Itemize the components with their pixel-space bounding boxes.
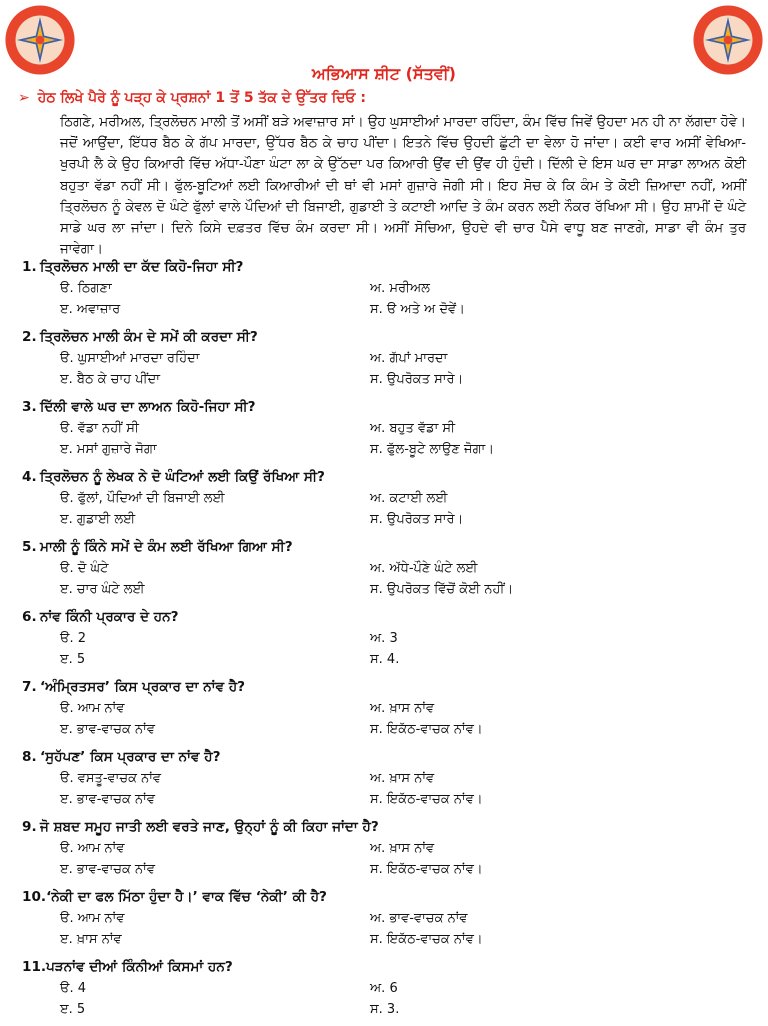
option-row <box>0 999 768 1020</box>
question-text: ਮਾਲੀ ਨੂੰ ਕਿੰਨੇ ਸਮੇਂ ਦੇ ਕੰਮ ਲਈ ਰੱਖਿਆ ਗਿਆ ਸੀ? <box>40 539 293 555</box>
option-row <box>0 299 768 320</box>
answer-option: ੲ. ਮਸਾਂ ਗੁਜ਼ਾਰੇ ਜੋਗਾ <box>60 442 157 457</box>
question-title <box>0 256 768 278</box>
question-item <box>0 256 768 326</box>
question-number: 4. <box>22 469 37 485</box>
answer-option: ਅ. ਗੱਪਾਂ ਮਾਰਦਾ <box>370 351 448 366</box>
answer-option: ੳ. 4 <box>60 981 86 996</box>
answer-option: ੲ. 5 <box>60 652 86 667</box>
option-row <box>0 369 768 390</box>
question-title <box>0 606 768 628</box>
answer-option: ੲ. ਭਾਵ-ਵਾਚਕ ਨਾਂਵ <box>60 722 155 737</box>
question-text: ਤ੍ਰਿਲੋਚਨ ਨੂੰ ਲੇਖਕ ਨੇ ਦੋ ਘੰਟਿਆਂ ਲਈ ਕਿਉਂ ਰੱਖਿਆ ਸੀ? <box>40 469 325 485</box>
option-row <box>0 579 768 600</box>
answer-option: ੲ. ਅਵਾਜ਼ਾਰ <box>60 302 121 317</box>
option-row <box>0 929 768 950</box>
answer-option: ਸ. ਫੁੱਲ-ਬੂਟੇ ਲਾਉਣ ਜੋਗਾ। <box>370 442 494 457</box>
answer-option: ੲ. 5 <box>60 1002 86 1017</box>
answer-option: ਸ. ਉਪਰੋਕਤ ਸਾਰੇ। <box>370 512 464 527</box>
question-number: 8. <box>22 749 37 765</box>
answer-option: ਸ. ੳ ਅਤੇ ਅ ਦੋਵੇਂ। <box>370 302 465 317</box>
answer-option: ੲ. ਚਾਰ ਘੰਟੇ ਲਈ <box>60 582 145 597</box>
answer-option: ਅ. ਖ਼ਾਸ ਨਾਂਵ <box>370 841 435 856</box>
option-row <box>0 768 768 789</box>
question-number: 2. <box>22 329 37 345</box>
answer-option: ੲ. ਭਾਵ-ਵਾਚਕ ਨਾਂਵ <box>60 862 155 877</box>
option-row <box>0 278 768 299</box>
answer-option: ਅ. ਕਟਾਈ ਲਈ <box>370 491 448 506</box>
question-text: ‘ਸੁਹੱਪਣ’ ਕਿਸ ਪ੍ਰਕਾਰ ਦਾ ਨਾਂਵ ਹੈ? <box>40 749 221 765</box>
option-row <box>0 859 768 880</box>
question-title <box>0 676 768 698</box>
answer-option: ੳ. ਘੁਸਾਈਆਂ ਮਾਰਦਾ ਰਹਿੰਦਾ <box>60 351 200 366</box>
option-row <box>0 628 768 649</box>
question-number: 10. <box>22 889 47 905</box>
answer-option: ੳ. ਆਮ ਨਾਂਵ <box>60 911 125 926</box>
option-row <box>0 418 768 439</box>
question-item <box>0 606 768 676</box>
answer-option: ਸ. ਇਕੱਠ-ਵਾਚਕ ਨਾਂਵ। <box>370 792 483 807</box>
option-row <box>0 509 768 530</box>
question-title <box>0 816 768 838</box>
answer-option: ੳ. ਵੱਡਾ ਨਹੀਂ ਸੀ <box>60 421 139 436</box>
question-item <box>0 746 768 816</box>
answer-option: ਅ. 3 <box>370 631 398 646</box>
question-item <box>0 396 768 466</box>
question-title <box>0 956 768 978</box>
option-row <box>0 838 768 859</box>
question-number: 9. <box>22 819 37 835</box>
question-text: ‘ਅੰਮ੍ਰਿਤਸਰ’ ਕਿਸ ਪ੍ਰਕਾਰ ਦਾ ਨਾਂਵ ਹੈ? <box>40 679 246 695</box>
question-list <box>0 256 768 1026</box>
question-text: ਪੜਨਾਂਵ ਦੀਆਂ ਕਿੰਨੀਆਂ ਕਿਸਮਾਂ ਹਨ? <box>46 959 233 975</box>
answer-option: ੳ. ਆਮ ਨਾਂਵ <box>60 701 125 716</box>
answer-option: ੲ. ਖ਼ਾਸ ਨਾਂਵ <box>60 932 122 947</box>
option-row <box>0 558 768 579</box>
option-row <box>0 488 768 509</box>
answer-option: ਸ. ਉਪਰੋਕਤ ਵਿੱਚੋਂ ਕੋਈ ਨਹੀਂ। <box>370 582 514 597</box>
answer-option: ਅ. ਖ਼ਾਸ ਨਾਂਵ <box>370 701 435 716</box>
question-text: ਜੋ ਸ਼ਬਦ ਸਮੂਹ ਜਾਤੀ ਲਈ ਵਰਤੇ ਜਾਣ, ਉਨ੍ਹਾਂ ਨੂੰ ਕੀ ਕਿਹਾ ਜਾਂਦਾ ਹੈ? <box>40 819 379 835</box>
question-item <box>0 466 768 536</box>
question-title <box>0 536 768 558</box>
question-title <box>0 746 768 768</box>
option-row <box>0 439 768 460</box>
question-item <box>0 886 768 956</box>
question-item <box>0 536 768 606</box>
answer-option: ਸ. ਇਕੱਠ-ਵਾਚਕ ਨਾਂਵ। <box>370 722 483 737</box>
answer-option: ਅ. ਬਹੁਤ ਵੱਡਾ ਸੀ <box>370 421 456 436</box>
worksheet-title: ਅਭਿਆਸ ਸ਼ੀਟ (ਸੱਤਵੀਂ) <box>311 64 456 83</box>
reading-passage: ਠਿਗਣੇ, ਮਰੀਅਲ, ਤ੍ਰਿਲੋਚਨ ਮਾਲੀ ਤੋਂ ਅਸੀਂ ਬੜੇ ਅਵਾਜ਼ਾਰ ਸਾਂ। ਉਹ ਘੁਸਾਈਆਂ ਮਾਰਦਾ ਰਹਿੰਦਾ, ਕੰਮ ਵਿੱਚ ਜਿਵੇਂ ਉਹਦਾ ਮਨ ਹੀ ਨਾ ਲੱਗਦਾ ਹੋਵੇ। ਜਦੋਂ ਆਉਂਦਾ, ਇੱਧਰ ਬੈਠ ਕੇ ਗੱਪ ਮਾਰਦਾ, ਉੱਧਰ ਬੈਠ ਕੇ ਚਾਹ ਪੀਂਦਾ। ਇਤਨੇ ਵਿੱਚ ਉਹਦੀ ਛੁੱਟੀ ਦਾ ਵੇਲਾ ਹੋ ਜਾਂਦਾ। ਕਈ ਵਾਰ ਅਸੀਂ ਵੇਖਿਆ- ਖੁਰਪੀ ਲੈ ਕੇ ਉਹ ਕਿਆਰੀ ਵਿੱਚ ਅੱਧਾ-ਪੌਣਾ ਘੰਟਾ ਲਾ ਕੇ ਉੱਠਦਾ ਪਰ ਕਿਆਰੀ ਉਂਵ ਦੀ ਉਂਵ ਹੀ ਹੁੰਦੀ। ਦਿੱਲੀ ਦੇ ਇਸ ਘਰ ਦਾ ਸਾਡਾ ਲਾਅਨ ਕੋਈ ਬਹੁਤਾ ਵੱਡਾ ਨਹੀਂ ਸੀ। ਫੁੱਲ-ਬੂਟਿਆਂ ਲਈ ਕਿਆਰੀਆਂ ਦੀ ਥਾਂ ਵੀ ਮਸਾਂ ਗੁਜ਼ਾਰੇ ਜੋਗੀ ਸੀ। ਇਹ ਸੋਚ ਕੇ ਕਿ ਕੰਮ ਤੇ ਕੋਈ ਜ਼ਿਆਦਾ ਨਹੀਂ, ਅਸੀਂ ਤ੍ਰਿਲੋਚਨ ਨੂੰ ਕੇਵਲ ਦੋ ਘੰਟੇ ਫੁੱਲਾਂ ਵਾਲੇ ਪੌਦਿਆਂ ਦੀ ਬਿਜਾਈ, ਗੁਡਾਈ ਤੇ ਕਟਾਈ ਆਦਿ ਤੇ ਕੰਮ ਕਰਨ ਲਈ ਨੌਕਰ ਰੱਖਿਆ ਸੀ। ਉਹ ਸ਼ਾਮੀਂ ਦੋ ਘੰਟੇ ਸਾਡੇ ਘਰ ਲਾ ਜਾਂਦਾ। ਦਿਨੇ ਕਿਸੇ ਦਫ਼ਤਰ ਵਿੱਚ ਕੰਮ ਕਰਦਾ ਸੀ। ਅਸੀਂ ਸੋਚਿਆ, ਉਹਦੇ ਵੀ ਚਾਰ ਪੈਸੇ ਵਾਧੂ ਬਣ ਜਾਣਗੇ, ਸਾਡਾ ਵੀ ਕੰਮ ਤੁਰ ਜਾਵੇਗਾ। <box>60 115 746 258</box>
answer-option: ਅ. 6 <box>370 981 398 996</box>
answer-option: ਅ. ਖ਼ਾਸ ਨਾਂਵ <box>370 771 435 786</box>
question-text: ‘ਨੇਕੀ ਦਾ ਫਲ ਮਿੱਠਾ ਹੁੰਦਾ ਹੈ।’ ਵਾਕ ਵਿੱਚ ‘ਨੇਕੀ’ ਕੀ ਹੈ? <box>46 889 327 905</box>
instruction-text: ਹੇਠ ਲਿਖੇ ਪੈਰੇ ਨੂੰ ਪੜ੍ਹ ਕੇ ਪ੍ਰਸ਼ਨਾਂ 1 ਤੋਂ 5 ਤੱਕ ਦੇ ਉੱਤਰ ਦਿਓ : <box>37 90 367 106</box>
option-row <box>0 649 768 670</box>
answer-option: ੲ. ਬੈਠ ਕੇ ਚਾਹ ਪੀਂਦਾ <box>60 372 160 387</box>
answer-option: ਸ. 3. <box>370 1002 400 1017</box>
question-number: 3. <box>22 399 37 415</box>
option-row <box>0 908 768 929</box>
question-title <box>0 396 768 418</box>
question-title <box>0 466 768 488</box>
option-row <box>0 348 768 369</box>
answer-option: ਅ. ਮਰੀਅਲ <box>370 281 430 296</box>
question-item <box>0 326 768 396</box>
question-number: 5. <box>22 539 37 555</box>
question-number: 11. <box>22 959 47 975</box>
arrow-bullet-icon: ➢ <box>18 90 30 106</box>
question-text: ਨਾਂਵ ਕਿੰਨੀ ਪ੍ਰਕਾਰ ਦੇ ਹਨ? <box>40 609 179 625</box>
answer-option: ਸ. ਇਕੱਠ-ਵਾਚਕ ਨਾਂਵ। <box>370 862 483 877</box>
question-text: ਤ੍ਰਿਲੋਚਨ ਮਾਲੀ ਦਾ ਕੱਦ ਕਿਹੋ-ਜਿਹਾ ਸੀ? <box>40 259 244 275</box>
answer-option: ੳ. ਠਿਗਣਾ <box>60 281 112 296</box>
answer-option: ੳ. ਆਮ ਨਾਂਵ <box>60 841 125 856</box>
instruction-line <box>18 90 748 106</box>
question-text: ਦਿੱਲੀ ਵਾਲੇ ਘਰ ਦਾ ਲਾਅਨ ਕਿਹੋ-ਜਿਹਾ ਸੀ? <box>40 399 256 415</box>
answer-option: ਸ. ਉਪਰੋਕਤ ਸਾਰੇ। <box>370 372 464 387</box>
answer-option: ੳ. ਵਸਤੂ-ਵਾਚਕ ਨਾਂਵ <box>60 771 162 786</box>
question-item <box>0 816 768 886</box>
answer-option: ਅ. ਭਾਵ-ਵਾਚਕ ਨਾਂਵ <box>370 911 468 926</box>
answer-option: ੲ. ਗੁਡਾਈ ਲਈ <box>60 512 136 527</box>
option-row <box>0 698 768 719</box>
question-item <box>0 676 768 746</box>
option-row <box>0 719 768 740</box>
answer-option: ੳ. ਦੋ ਘੰਟੇ <box>60 561 109 576</box>
option-row <box>0 789 768 810</box>
question-title <box>0 886 768 908</box>
question-item <box>0 956 768 1026</box>
answer-option: ਅ. ਅੱਧੇ-ਪੌਣੇ ਘੰਟੇ ਲਈ <box>370 561 478 576</box>
answer-option: ੲ. ਭਾਵ-ਵਾਚਕ ਨਾਂਵ <box>60 792 155 807</box>
question-number: 1. <box>22 259 37 275</box>
option-row <box>0 978 768 999</box>
question-text: ਤ੍ਰਿਲੋਚਨ ਮਾਲੀ ਕੰਮ ਦੇ ਸਮੇਂ ਕੀ ਕਰਦਾ ਸੀ? <box>40 329 258 345</box>
question-title <box>0 326 768 348</box>
question-number: 7. <box>22 679 37 695</box>
question-number: 6. <box>22 609 37 625</box>
answer-option: ੳ. 2 <box>60 631 86 646</box>
answer-option: ੳ. ਫੁੱਲਾਂ, ਪੌਦਿਆਂ ਦੀ ਬਿਜਾਈ ਲਈ <box>60 491 225 506</box>
answer-option: ਸ. ਇਕੱਠ-ਵਾਚਕ ਨਾਂਵ। <box>370 932 483 947</box>
answer-option: ਸ. 4. <box>370 652 400 667</box>
